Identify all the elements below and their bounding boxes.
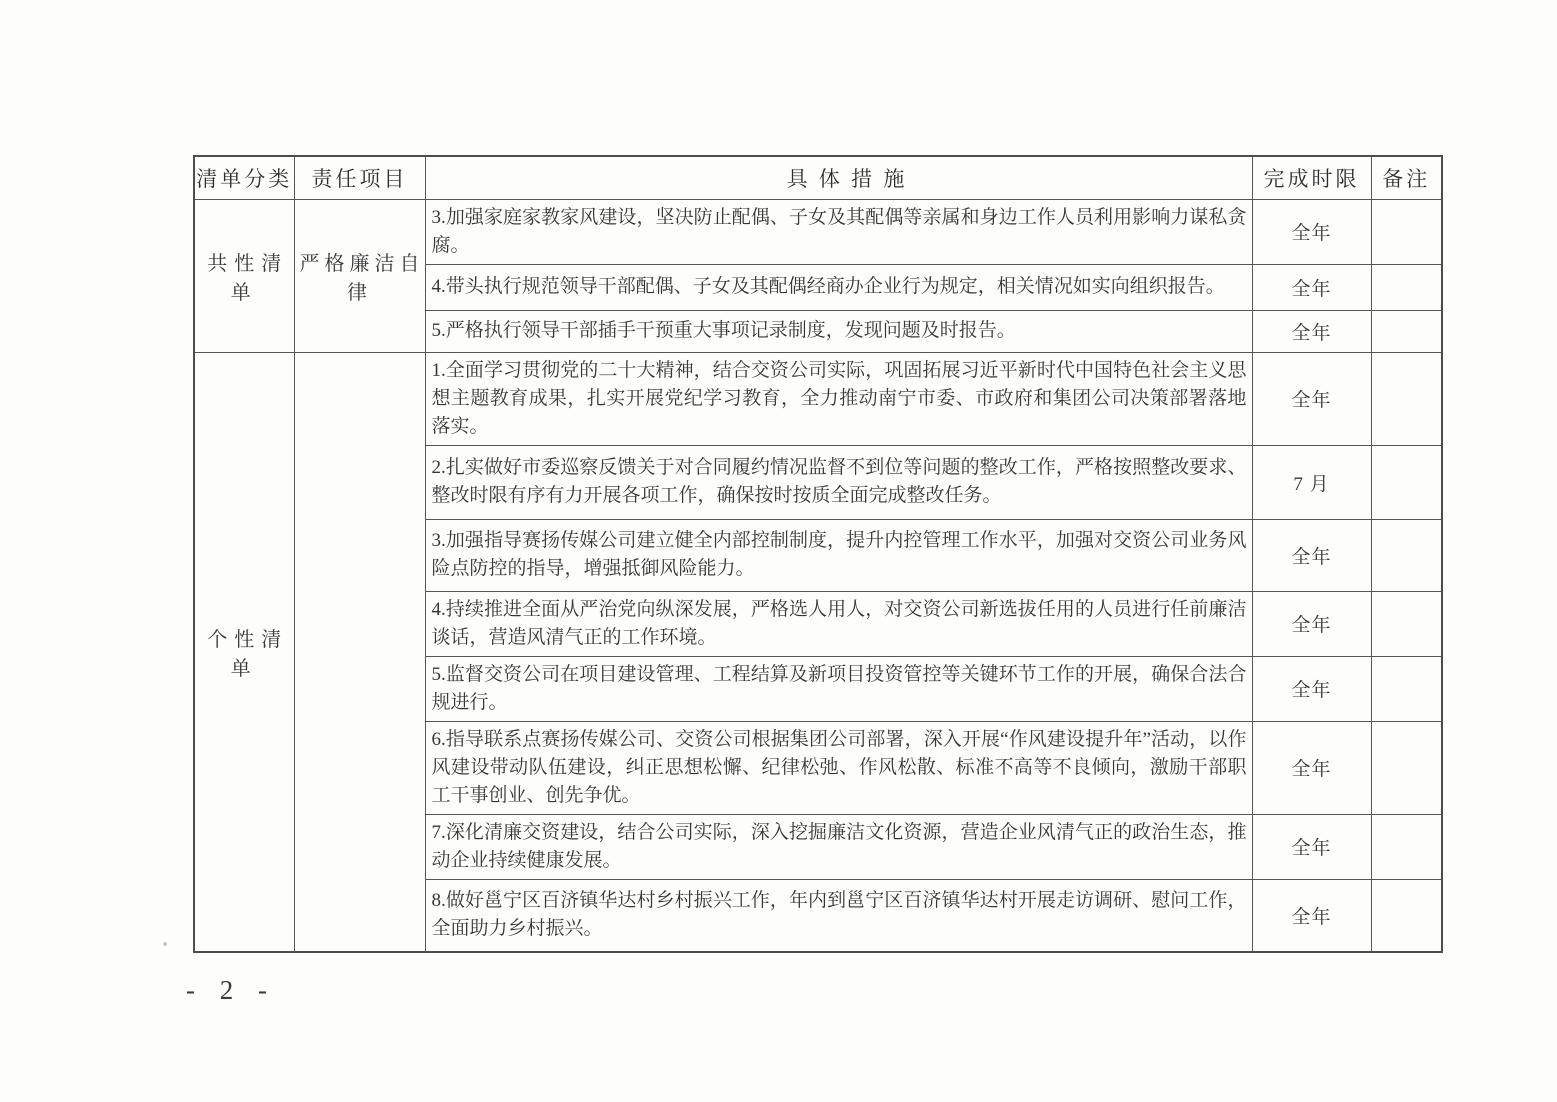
measure-cell: 3.加强指导赛扬传媒公司建立健全内部控制制度，提升内控管理工作水平，加强对交资公司业务风险点防控的指导，增强抵御风险能力。: [425, 519, 1252, 591]
measure-cell: 7.深化清廉交资建设，结合公司实际，深入挖掘廉洁文化资源，营造企业风清气正的政治生态，推动企业持续健康发展。: [425, 814, 1252, 879]
remark-cell: [1371, 445, 1442, 519]
remark-cell: [1371, 519, 1442, 591]
table-row: [194, 199, 1442, 264]
deadline-cell: 全年: [1252, 879, 1371, 952]
measure-cell: 3.加强家庭家教家风建设，坚决防止配偶、子女及其配偶等亲属和身边工作人员利用影响力谋私贪腐。: [425, 199, 1252, 264]
remark-cell: [1371, 264, 1442, 310]
deadline-cell: 全年: [1252, 519, 1371, 591]
scan-artifact-speck: [163, 942, 167, 946]
measure-cell: 6.指导联系点赛扬传媒公司、交资公司根据集团公司部署，深入开展“作风建设提升年”活动，以作风建设带动队伍建设，纠正思想松懈、纪律松弛、作风松散、标准不高等不良倾向，激励干部职工干事创业、创先争优。: [425, 721, 1252, 814]
table-header-row: [194, 156, 1442, 199]
deadline-cell: 全年: [1252, 310, 1371, 352]
category-cell-common: 共性清单: [194, 199, 294, 352]
table-row: [194, 352, 1442, 445]
remark-cell: [1371, 310, 1442, 352]
category-cell-individual: 个性清单: [194, 352, 294, 952]
measure-cell: 4.带头执行规范领导干部配偶、子女及其配偶经商办企业行为规定，相关情况如实向组织报告。: [425, 264, 1252, 310]
header-remarks: 备注: [1371, 156, 1442, 199]
header-deadline: 完成时限: [1252, 156, 1371, 199]
deadline-cell: 全年: [1252, 352, 1371, 445]
responsibility-checklist-table: [193, 155, 1443, 953]
remark-cell: [1371, 591, 1442, 656]
deadline-cell: 全年: [1252, 591, 1371, 656]
measure-cell: 1.全面学习贯彻党的二十大精神，结合交资公司实际，巩固拓展习近平新时代中国特色社会主义思想主题教育成果，扎实开展党纪学习教育，全力推动南宁市委、市政府和集团公司决策部署落地落实。: [425, 352, 1252, 445]
remark-cell: [1371, 199, 1442, 264]
deadline-cell: 7 月: [1252, 445, 1371, 519]
deadline-cell: 全年: [1252, 656, 1371, 721]
deadline-cell: 全年: [1252, 814, 1371, 879]
deadline-cell: 全年: [1252, 264, 1371, 310]
remark-cell: [1371, 814, 1442, 879]
measure-cell: 5.严格执行领导干部插手干预重大事项记录制度，发现问题及时报告。: [425, 310, 1252, 352]
header-project: 责任项目: [294, 156, 425, 199]
measure-cell: 4.持续推进全面从严治党向纵深发展，严格选人用人，对交资公司新选拔任用的人员进行任前廉洁谈话，营造风清气正的工作环境。: [425, 591, 1252, 656]
remark-cell: [1371, 656, 1442, 721]
header-measures: 具 体 措 施: [425, 156, 1252, 199]
project-cell-self-discipline: 严格廉洁自律: [294, 199, 425, 352]
deadline-cell: 全年: [1252, 199, 1371, 264]
project-cell-empty: [294, 352, 425, 952]
measure-cell: 5.监督交资公司在项目建设管理、工程结算及新项目投资管控等关键环节工作的开展，确保合法合规进行。: [425, 656, 1252, 721]
measure-cell: 2.扎实做好市委巡察反馈关于对合同履约情况监督不到位等问题的整改工作，严格按照整改要求、整改时限有序有力开展各项工作，确保按时按质全面完成整改任务。: [425, 445, 1252, 519]
remark-cell: [1371, 721, 1442, 814]
page-number: - 2 -: [186, 975, 276, 1005]
deadline-cell: 全年: [1252, 721, 1371, 814]
measure-cell: 8.做好邕宁区百济镇华达村乡村振兴工作，年内到邕宁区百济镇华达村开展走访调研、慰问工作，全面助力乡村振兴。: [425, 879, 1252, 952]
remark-cell: [1371, 879, 1442, 952]
remark-cell: [1371, 352, 1442, 445]
header-category: 清单分类: [194, 156, 294, 199]
